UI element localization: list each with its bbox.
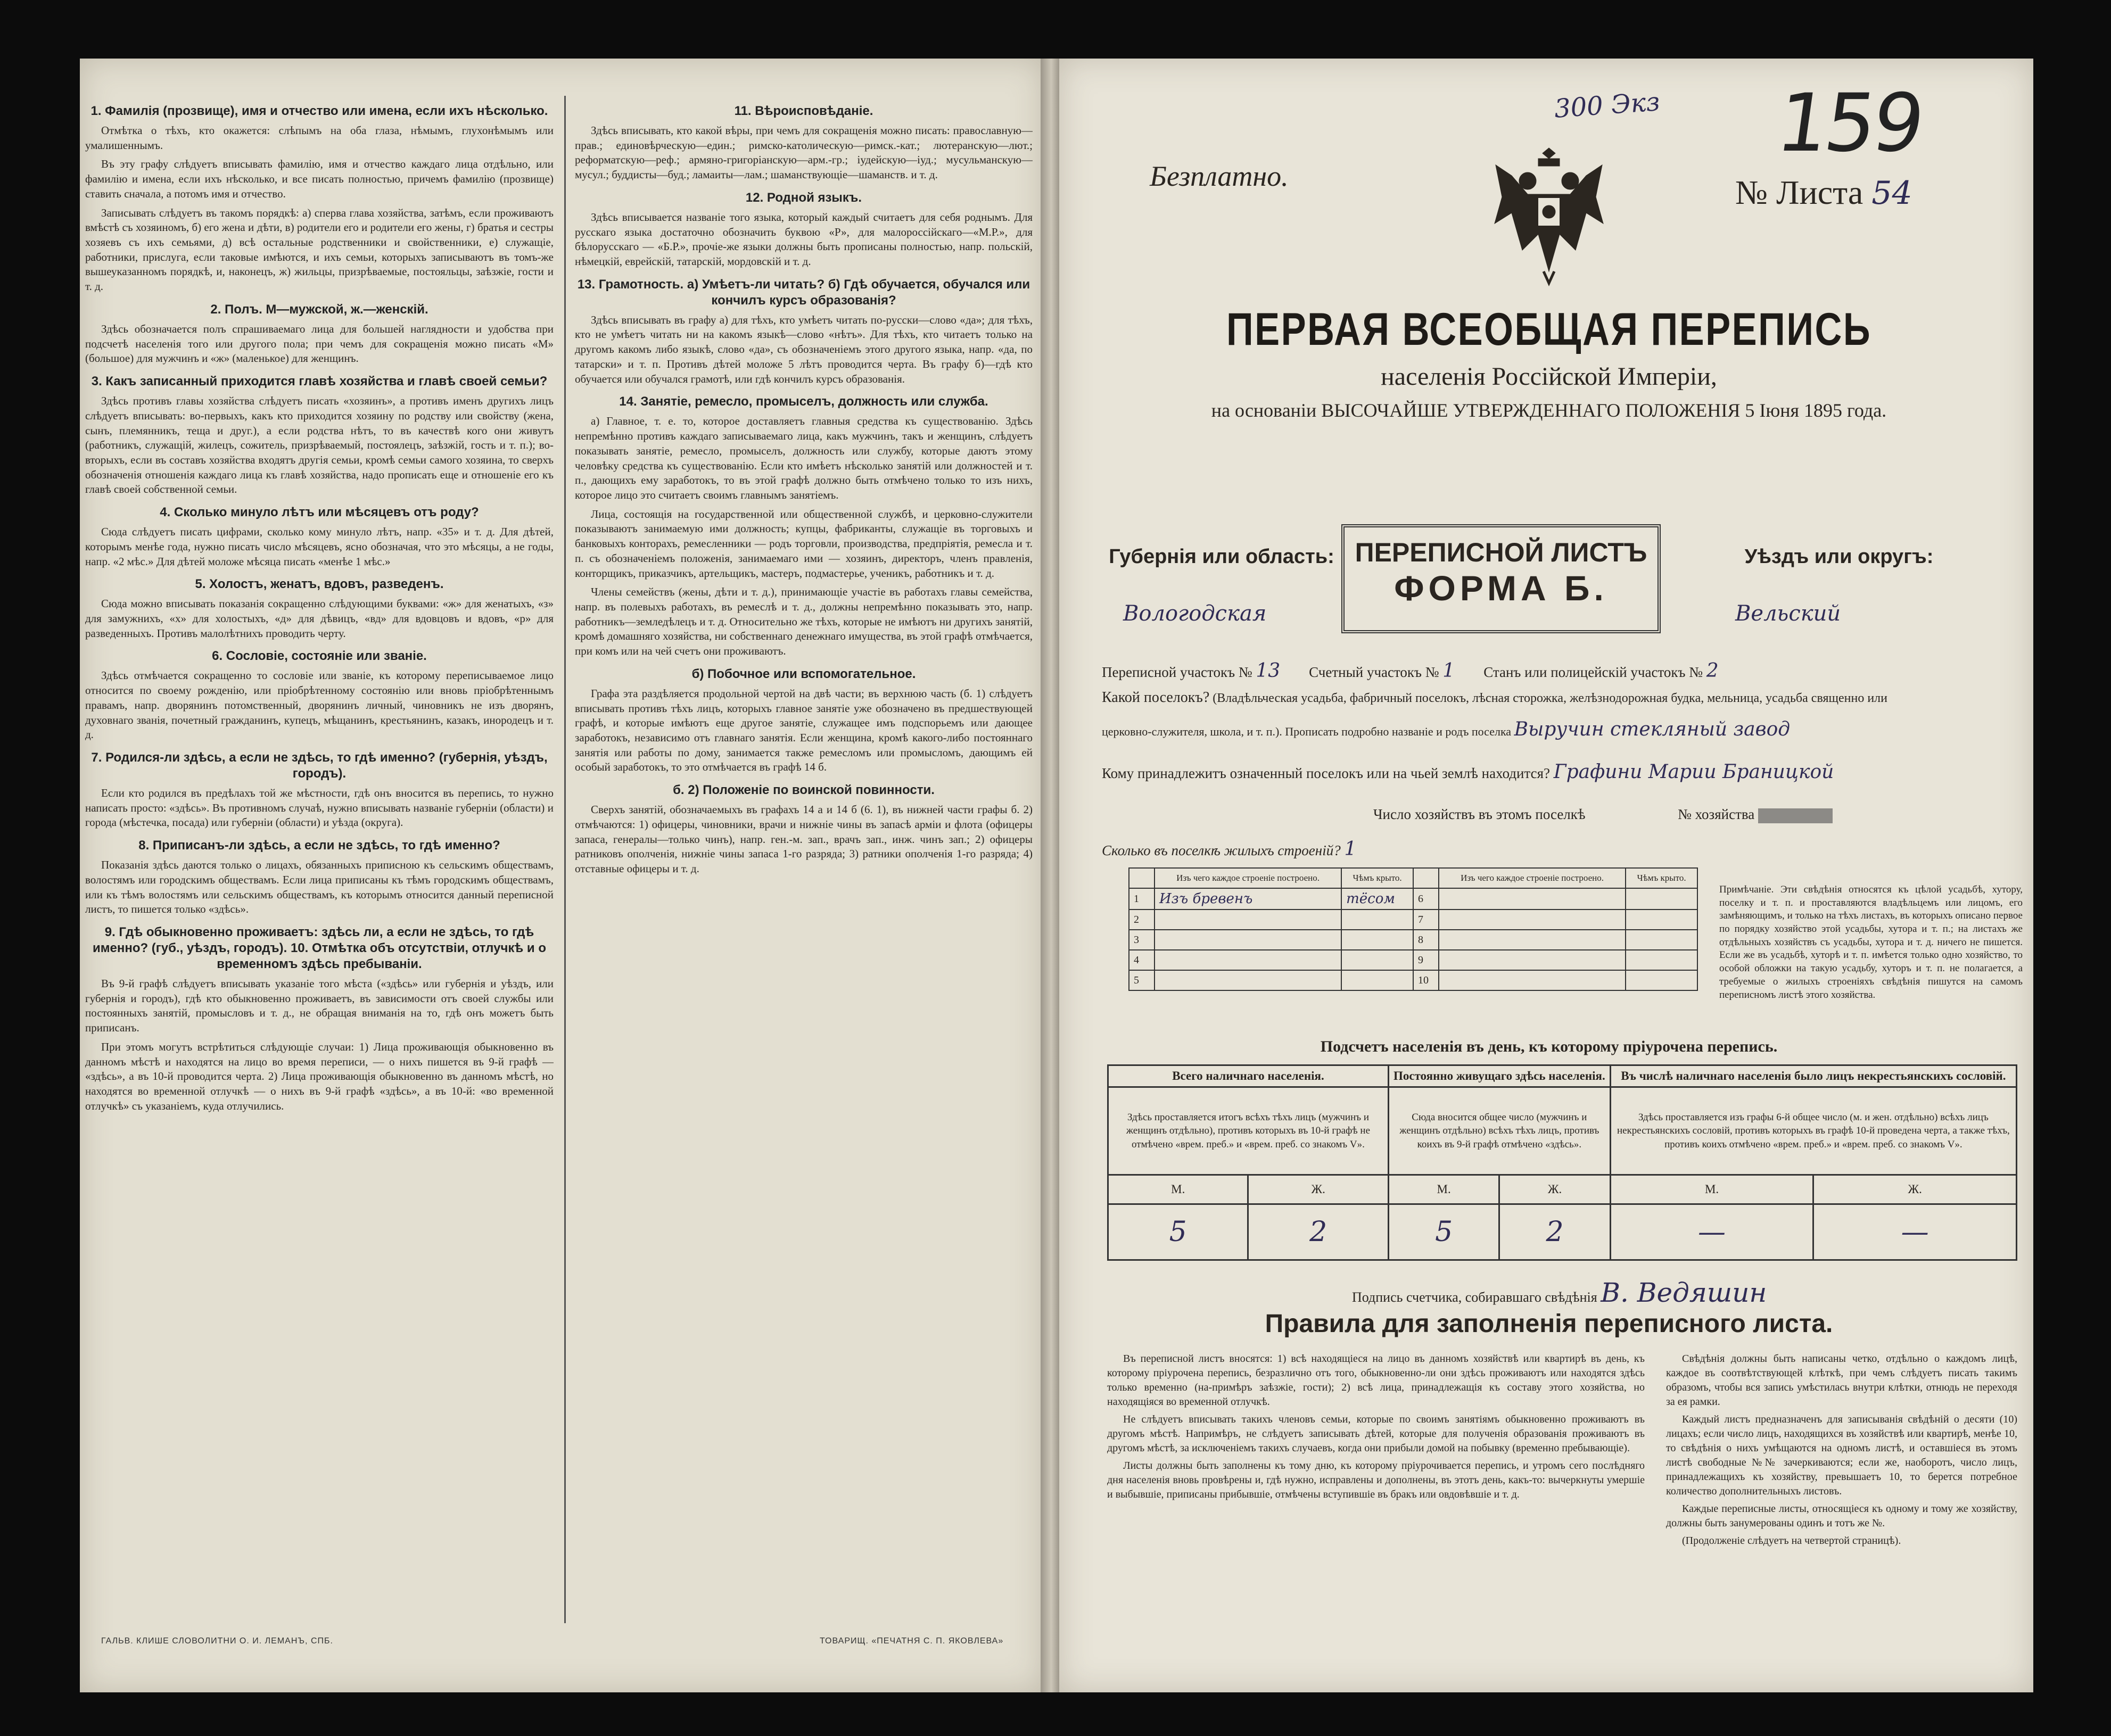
rule-paragraph: Каждый листъ предназначенъ для записыванія свѣдѣній о десяти (10) лицахъ; если число лицъ, находящихся въ хозяйствѣ или квартирѣ, менѣе 10, то свѣдѣнія о нихъ умѣщаются на одномъ листѣ, и оставшіеся въ этомъ листѣ свободные №№ зачеркиваются; если же, наоборотъ, число лицъ, принадлежащихъ къ хозяйству, превышаетъ 10, то берется потребное количество дополнительныхъ листовъ.: [1666, 1413, 2017, 1497]
instruction-heading: 13. Грамотность. а) Умѣетъ-ли читать? б) Гдѣ обучается, обучался или кончилъ курсъ образованія?: [577, 277, 1030, 308]
instruction-text: Здѣсь обозначается полъ спрашиваемаго лица для большей наглядности и удобства при подсчетѣ населенія того или другого пола; при чемъ для сокращенія можно писать «М» (большое) для мужчинъ и «ж» (маленькое) для женщинъ.: [85, 322, 554, 365]
building-material: [1439, 970, 1626, 990]
pop-total-female: 2: [1248, 1204, 1389, 1260]
rule-paragraph: Листы должны быть заполнены къ тому дню, къ которому пріурочивается перепись, и утромъ сего послѣдняго дня населенія вновь провѣрены и, гдѣ нужно, исправлены и дополнены, въ этотъ день, какъ-то: вычеркнуты умершіе и выбывшіе, приписаны прибывшіе, отмѣчены вступившіе въ бракъ или овдовѣвшіе и т. д.: [1107, 1460, 1645, 1500]
free-label: Безплатно.: [1150, 160, 1289, 192]
household-number-label: № хозяйства: [1678, 806, 1755, 822]
rule-paragraph: Въ переписной листъ вносятся: 1) всѣ находящіеся на лицо въ данномъ хозяйствѣ или квартирѣ въ день, къ которому пріурочена перепись, безразлично отъ того, обыкновенно-ли они здѣсь проживаютъ или находятся здѣсь только временно (на-примѣръ заѣзжіе, гости); 2) всѣ лица, принадлежащія къ составу этого хозяйства, но находящіяся во временной отлучкѣ.: [1107, 1353, 1645, 1408]
pop-male-header: М.: [1388, 1175, 1499, 1204]
settlement-value: Выручин стекляный завод: [1514, 718, 1791, 740]
sheet-number-value: 54: [1871, 175, 1912, 212]
signature-label: Подпись счетчика, собиравшаго свѣдѣнія: [1352, 1289, 1597, 1305]
province-label: Губернія или область:: [1109, 545, 1334, 568]
instruction-text: Отмѣтка о тѣхъ, кто окажется: слѣпымъ на оба глаза, нѣмымъ, глухонѣмымъ или умалишеннымъ.: [85, 124, 554, 152]
rules-title: Правила для заполненія переписного листа.: [1265, 1310, 1833, 1338]
instruction-heading: 4. Сколько минуло лѣтъ или мѣсяцевъ отъ роду?: [160, 505, 479, 520]
table-row: [1129, 930, 1697, 950]
buildings-col-material-2: Изъ чего каждое строеніе построено.: [1439, 868, 1626, 888]
pop-col-permanent: Постоянно живущаго здѣсь населенія.: [1388, 1065, 1610, 1087]
form-name: ФОРМА Б.: [1394, 568, 1608, 608]
building-material: [1439, 888, 1626, 910]
pop-col-total: Всего наличнаго населенія.: [1108, 1065, 1389, 1087]
households-label: Число хозяйствъ въ этомъ поселкѣ: [1373, 806, 1586, 822]
instruction-text: Здѣсь отмѣчается сокращенно то сословіе или званіе, къ которому переписываемое лицо относится по своему рожденію, или пріобрѣтенному состоянію или вновь пріобрѣтеннымъ правамъ, напр. дворянинъ потомственный, дворянинъ личный, чиновникъ не изъ дворянъ, духовнаго званія, почетный гражданинъ, купецъ, мѣщанинъ, крестьянинъ, казакъ, инородецъ и т. д.: [85, 669, 554, 741]
section-numbers-line: [1102, 660, 2017, 682]
building-material: [1155, 910, 1341, 930]
pop-desc-permanent: Сюда вносится общее число (мужчинъ и женщинъ отдѣльно) всѣхъ тѣхъ лицъ, противъ коихъ въ 9-й графѣ отмѣчено «здѣсь».: [1388, 1087, 1610, 1175]
pop-total-male: 5: [1108, 1204, 1248, 1260]
pop-col-non-peasant: Въ числѣ наличнаго населенія было лицъ некрестьянскихъ сословій.: [1610, 1065, 2016, 1087]
building-roof: [1341, 910, 1413, 930]
building-material: [1155, 970, 1341, 990]
province-value: Вологодская: [1123, 601, 1267, 626]
instruction-text: Сюда слѣдуетъ писать цифрами, сколько кому минуло лѣтъ, напр. «35» и т. д. Для дѣтей, которымъ менѣе года, нужно писать число мѣсяцевъ, ясно обозначая, что это мѣсяцы, а не годы, напр. «2 мѣс.» Для дѣтей моложе мѣсяца писать «менѣе 1 мѣс.»: [85, 525, 554, 568]
households-line: [1373, 806, 2012, 823]
census-subtitle: населенія Россійской Имперіи,: [1381, 362, 1717, 391]
instruction-heading: 8. Приписанъ-ли здѣсь, а если не здѣсь, то гдѣ именно?: [138, 838, 500, 853]
row-number: 7: [1413, 910, 1439, 930]
building-roof: [1626, 910, 1697, 930]
printer-imprint-right: ТОВАРИЩ. «ПЕЧАТНЯ С. П. ЯКОВЛЕВА»: [820, 1636, 1004, 1646]
signature-value: В. Ведяшин: [1601, 1277, 1767, 1308]
pop-female-header: Ж.: [1248, 1175, 1389, 1204]
instruction-text: Сюда можно вписывать показанія сокращенно слѣдующими буквами: «ж» для женатыхъ, «з» для замужнихъ, «х» для холостыхъ, «д» для дѣвицъ, «вд» для вдовцовъ и вдовъ, «р» для разведенныхъ. Противъ малолѣтнихъ проводить черту.: [85, 597, 554, 640]
population-heading: Подсчетъ населенія въ день, къ которому пріурочена перепись.: [1320, 1038, 1778, 1055]
instruction-text: Здѣсь вписывается названіе того языка, который каждый считаетъ для себя роднымъ. Для русскаго языка достаточно обозначить буквою «Р», для малороссійскаго—«М.Р.», для бѣлорусскаго — «Б.Р.», прочіе-же языки должны быть прописаны полностью, напр. польскій, нѣмецкій, еврейскій, татарскій, мордовскій и т. д.: [575, 210, 1033, 268]
instruction-text: Члены семействъ (жены, дѣти и т. д.), принимающіе участіе въ работахъ главы семейства, напр. въ полевыхъ работахъ, въ ремеслѣ и т. д., должны непремѣнно показывать это, напр. работникъ—земледѣлецъ и т. д. Относительно же тѣхъ, которые не имѣютъ ни другихъ занятій, кромѣ домашняго хозяйства, ни собственнаго денежнаго имущества, въ этой графѣ отмѣчается, при комъ или на чей счетъ они проживаютъ.: [575, 585, 1033, 658]
instruction-text: а) Главное, т. е. то, которое доставляетъ главныя средства къ существованію. Здѣсь непремѣнно противъ каждаго записываемаго лица, какъ мужчинъ, такъ и женщинъ, слѣдуетъ показывать занятіе, ремесло, промыселъ, должность или службу, которые даютъ этому человѣку средства къ существованію. Если кто имѣетъ нѣсколько занятій или должностей и т. п., дающихъ ему заработокъ, то въ этой графѣ должно быть отмѣчено только то изъ нихъ, которое лицо это считаетъ своимъ главнымъ занятіемъ.: [575, 415, 1033, 501]
buildings-label: Сколько въ поселкѣ жилыхъ строеній?: [1102, 842, 1341, 858]
building-roof: [1341, 950, 1413, 970]
pop-non-peasant-male: —: [1610, 1204, 1813, 1260]
row-number: 10: [1413, 970, 1439, 990]
pop-female-header: Ж.: [1813, 1175, 2017, 1204]
signature-line: [1352, 1277, 1767, 1308]
instruction-heading: 7. Родился-ли здѣсь, а если не здѣсь, то гдѣ именно? (губернія, уѣздъ, городъ).: [91, 750, 548, 781]
buildings-note: Примѣчаніе. Эти свѣдѣнія относятся къ цѣлой усадьбѣ, хутору, поселку и т. п. и проставляются владѣльцемъ или лицомъ, его замѣняющимъ, и только на тѣхъ листахъ, въ которыхъ описано первое по порядку хозяйство этой усадьбы, хутора и т. п.; на листахъ же отдѣльныхъ хозяйствъ съ усадьбы, хутора и т. д. ничего не пишется. Если же въ усадьбѣ, хуторѣ и т. п. имѣется только одно хозяйство, то особой обложки на такую усадьбу, хуторъ и т. п. не полагается, а требуемые о жилыхъ строеніяхъ свѣдѣнія пишутся на самомъ переписномъ листѣ этого хозяйства.: [1719, 884, 2023, 1001]
pop-male-header: М.: [1108, 1175, 1248, 1204]
district-value: Вельский: [1735, 601, 1841, 626]
building-material: Изъ бревенъ: [1155, 888, 1341, 910]
census-section-label: Переписной участокъ №: [1102, 664, 1252, 680]
pop-permanent-male: 5: [1388, 1204, 1499, 1260]
row-number: 5: [1129, 970, 1155, 990]
instruction-heading: 5. Холостъ, женатъ, вдовъ, разведенъ.: [195, 577, 444, 592]
building-material: [1439, 910, 1626, 930]
building-material: [1155, 950, 1341, 970]
census-title: ПЕРВАЯ ВСЕОБЩАЯ ПЕРЕПИСЬ: [1226, 304, 1872, 355]
table-row: [1129, 910, 1697, 930]
rule-paragraph: Каждые переписные листы, относящіеся къ одному и тому же хозяйству, должны быть занумерованы одинъ и тотъ же №.: [1666, 1503, 2017, 1529]
printer-imprint-left: ГАЛЬВ. КЛИШЕ СЛОВОЛИТНИ О. И. ЛЕМАНЪ, СПБ.: [101, 1636, 333, 1646]
double-headed-eagle-emblem-icon: [1490, 144, 1607, 287]
district-label: Уѣздъ или округъ:: [1744, 545, 1934, 568]
pop-permanent-female: 2: [1499, 1204, 1610, 1260]
instruction-text: Графа эта раздѣляется продольной чертой на двѣ части; въ верхнюю часть (б. 1) слѣдуетъ вписывать противъ тѣхъ лицъ, которыхъ главное занятіе уже обозначено въ предшествующей графѣ, и которые имѣютъ еще другое занятіе, служащее имъ подспорьемъ или дающее заработокъ, независимо отъ главнаго занятія. Если женщина, кромѣ какого-либо постояннаго занятія или работы по дому, занимается также ремесломъ или промысломъ, дающимъ ей особый заработокъ, то это отмѣчается въ графѣ 14 б.: [575, 687, 1033, 774]
rules-column-left: [1107, 1352, 1645, 1650]
rule-paragraph: Не слѣдуетъ вписывать такихъ членовъ семьи, которые по своимъ занятіямъ обыкновенно проживаютъ въ другомъ мѣстѣ. Напримѣръ, не слѣдуетъ записывать дѣтей, которые для полученія образованія проживаютъ въ другомъ мѣстѣ, за исключеніемъ такихъ случаевъ, когда они прибыли домой на побывку (временно пребывающіе).: [1107, 1413, 1645, 1454]
settlement-hint-2: церковно-служителя, школа, и т. п.). Прописать подробно названіе и родъ поселка: [1102, 725, 1512, 738]
instruction-text: При этомъ могутъ встрѣтиться слѣдующіе случаи: 1) Лица проживающія обыкновенно въ данномъ мѣстѣ и находятся на лицо во время переписи, — о нихъ пишется въ 9-й графѣ — «здѣсь», а въ 10-й проводится черта. 2) Лица проживающія обыкновенно въ данномъ мѣстѣ, но находятся во временной отлучкѣ — о нихъ въ 9-й графѣ «здѣсь», а въ 10-й: «во временной отлучкѣ» съ указаніемъ, куда отлучились.: [85, 1040, 554, 1112]
buildings-col-material: Изъ чего каждое строеніе построено.: [1155, 868, 1341, 888]
row-number: 8: [1413, 930, 1439, 950]
owner-line: [1102, 761, 2017, 783]
building-roof: тёсом: [1341, 888, 1413, 910]
column-divider: [564, 96, 566, 1623]
rule-paragraph: Свѣдѣнія должны быть написаны четко, отдѣльно о каждомъ лицѣ, каждое въ соотвѣтствующей клѣткѣ, при чемъ слѣдуетъ писать такимъ образомъ, чтобы вся запись умѣстилась внутри клѣтки, отнюдь не переходя за ея рамки.: [1666, 1353, 2017, 1408]
count-section-label: Счетный участокъ №: [1309, 664, 1439, 680]
instruction-text: Показанія здѣсь даются только о лицахъ, обязанныхъ приписною къ сельскимъ обществамъ, волостямъ или городскимъ обществамъ. Если лица приписаны къ тѣмъ городскимъ обществамъ, или къ тѣмъ волостямъ или сельскимъ обществамъ, къ которымъ относится данный переписной листъ, то пишется только «здѣсь».: [85, 858, 554, 916]
instruction-text: Здѣсь вписывать, кто какой вѣры, при чемъ для сокращенія можно писать: православную—прав.; единовѣрческую—един.; римско-католическую—римск.-кат.; лютеранскую—лют.; реформатскую—реф.; армяно-григоріанскую—арм.-гр.; іудейскую—іуд.; мусульманскую—мусул.; буддисты—буд.; ламаиты—лам.; шаманствующіе—шаманств. и т. д.: [575, 124, 1033, 181]
building-material: [1439, 930, 1626, 950]
pop-female-header: Ж.: [1499, 1175, 1610, 1204]
instruction-heading: 2. Полъ. М—мужской, ж.—женскій.: [210, 302, 428, 317]
owner-label: Кому принадлежитъ означенный поселокъ или на чьей землѣ находится?: [1102, 765, 1550, 781]
form-title: ПЕРЕПИСНОЙ ЛИСТЪ: [1355, 538, 1647, 567]
row-number: 9: [1413, 950, 1439, 970]
police-value: 2: [1706, 660, 1719, 682]
row-number: 6: [1413, 888, 1439, 910]
instruction-text: Если кто родился въ предѣлахъ той же мѣстности, гдѣ онъ вносится въ перепись, то нужно написать просто: «здѣсь». Въ противномъ случаѣ, нужно вписывать названіе губерніи (области) и города (мѣстечка, посада) или губерніи (области) и уѣзда (округа).: [85, 787, 554, 829]
building-roof: [1626, 930, 1697, 950]
instructions-middle-column: [575, 96, 1033, 1623]
census-basis: на основаніи ВЫСОЧАЙШЕ УТВЕРЖДЕННАГО ПОЛОЖЕНІЯ 5 Іюня 1895 года.: [1211, 400, 1887, 421]
row-number: 3: [1129, 930, 1155, 950]
population-table: [1107, 1064, 2017, 1261]
instructions-left-column: [85, 96, 554, 1623]
rule-paragraph: (Продолженіе слѣдуетъ на четвертой страницѣ).: [1682, 1535, 1901, 1547]
rules-column-right: [1666, 1352, 2017, 1650]
instruction-heading: 9. Гдѣ обыкновенно проживаетъ: здѣсь ли, а если не здѣсь, то гдѣ именно? (губ., уѣздъ, городъ). 10. Отмѣтка объ отсутствіи, отлучкѣ и о временномъ здѣсь пребываніи.: [92, 925, 547, 972]
instruction-text: Здѣсь противъ главы хозяйства слѣдуетъ писать «хозяинъ», а противъ именъ другихъ лицъ слѣдуетъ вписывать: во-первыхъ, какъ кто приходится хозяину по родству или свойству (жена, сынъ, племянникъ, теща и друг.), а если родства нѣтъ, то въ качествѣ кого они живутъ (работникъ, служащій, жилецъ, сожитель, призрѣваемый, постоялецъ, заѣзжій, гость и т. п.); во-вторыхъ, если въ составъ хозяйства входятъ другія семьи, кромѣ семьи самого хозяина, то сверхъ обозначенія отношенія каждаго лица къ главѣ хозяйства, надо прописать еще и отношеніе его къ главѣ своей собственной семьи.: [85, 394, 554, 496]
archive-note: 300 Экз: [1553, 87, 1661, 124]
sheet-number: [1735, 173, 1912, 212]
household-number-redacted: [1758, 808, 1833, 823]
police-label: Станъ или полицейскій участокъ №: [1483, 664, 1703, 680]
instruction-heading: 14. Занятіе, ремесло, промыселъ, должность или служба.: [619, 394, 988, 409]
table-row: [1129, 950, 1697, 970]
instruction-heading: 11. Вѣроисповѣданіе.: [734, 104, 873, 118]
settlement-line-2: [1102, 718, 2017, 740]
building-roof: [1626, 888, 1697, 910]
building-roof: [1341, 930, 1413, 950]
archive-page-number: 159: [1771, 77, 1927, 170]
pop-non-peasant-female: —: [1813, 1204, 2017, 1260]
table-row: [1129, 970, 1697, 990]
pop-male-header: М.: [1610, 1175, 1813, 1204]
instruction-text: Сверхъ занятій, обозначаемыхъ въ графахъ 14 а и 14 б (6. 1), въ нижней части графы б. 2) отмѣчаются: 1) офицеры, чиновники, врачи и нижніе чины въ запасѣ армiи и флота (офицеры запаса, генералы—только чинъ), напр. ген.-м. зап., врачъ зап., инж. чинъ зап.; 2) офицеры ратниковъ ополченія, нижніе чины запаса 1-го разряда; 3) ратники ополченія 1-го разряда; 4) отставные офицеры и т. д.: [575, 803, 1033, 875]
instruction-heading: 1. Фамилія (прозвище), имя и отчество или имена, если ихъ нѣсколько.: [90, 104, 548, 118]
instruction-heading: б) Побочное или вспомогательное.: [691, 666, 916, 681]
settlement-label: Какой поселокъ?: [1102, 689, 1210, 706]
row-number: 4: [1129, 950, 1155, 970]
instruction-heading: б. 2) Положеніе по воинской повинности.: [673, 783, 935, 798]
instruction-heading: 12. Родной языкъ.: [745, 190, 862, 205]
instruction-heading: 3. Какъ записанный приходится главѣ хозяйства и главѣ своей семьи?: [91, 374, 548, 389]
building-roof: [1626, 970, 1697, 990]
instruction-text: Въ эту графу слѣдуетъ вписывать фамилію, имя и отчество каждаго лица отдѣльно, или фамилію и имена, если ихъ нѣсколько, и все писать полностью, причемъ фамилію (прозвище) ставить сначала, а потомъ имя и отчество.: [85, 158, 554, 200]
count-section-value: 1: [1442, 660, 1455, 682]
row-number: 1: [1129, 888, 1155, 910]
form-title-box: [1341, 524, 1661, 633]
table-row: [1129, 888, 1697, 910]
instruction-text: Въ 9-й графѣ слѣдуетъ вписывать указаніе того мѣста («здѣсь» или губернія и уѣздъ, или губернія и городъ), гдѣ кто обыкновенно проживаетъ, въ зависимости отъ своей службы или постоянныхъ занятій, промысловъ и т. д., не обращая вниманія на то, гдѣ онъ можетъ быть приписанъ.: [85, 977, 554, 1035]
row-number: 2: [1129, 910, 1155, 930]
census-section-value: 13: [1256, 660, 1281, 682]
buildings-value: 1: [1344, 838, 1357, 860]
instruction-text: Здѣсь вписывать въ графу а) для тѣхъ, кто умѣетъ читать по-русски—слово «да»; для тѣхъ, кто не умѣетъ читать ни на какомъ языкѣ—слово «нѣтъ». Для тѣхъ, кто читаетъ только на другомъ какомъ либо языкѣ, слово «да», съ обозначеніемъ этого другого языка, напр. «да, по татарски» и т. п. Противъ дѣтей моложе 5 лѣтъ проводится черта. Въ графу б)—гдѣ кто обучается или обучался грамотѣ, или гдѣ кончилъ курсъ образованія.: [575, 313, 1033, 385]
building-material: [1439, 950, 1626, 970]
buildings-line: [1102, 838, 2017, 860]
settlement-hint: (Владѣльческая усадьба, фабричный поселокъ, лѣсная сторожка, желѣзнодорожная будка, мельница, усадьба священно или: [1213, 691, 1887, 705]
settlement-line: [1102, 689, 2017, 706]
owner-value: Графини Марии Браницкой: [1553, 761, 1834, 783]
buildings-col-roof: Чѣмъ крыто.: [1341, 868, 1413, 888]
building-roof: [1626, 950, 1697, 970]
pop-desc-total: Здѣсь проставляется итогъ всѣхъ тѣхъ лицъ (мужчинъ и женщинъ отдѣльно), противъ которыхъ въ 10-й графѣ не отмѣчено «врем. преб.» и «врем. преб. со знакомъ V».: [1108, 1087, 1389, 1175]
instruction-text: Записывать слѣдуетъ въ такомъ порядкѣ: а) сперва глава хозяйства, затѣмъ, если проживаютъ вмѣстѣ съ хозяиномъ, б) его жена и дѣти, в) родители его и родители его жены, г) братья и сестры хозяевъ съ ихъ семьями, д) всѣ остальные родственники и свойственники, е) служащіе, работники, прислуга, если таковые имѣются, и ихъ семьи, которыхъ записываютъ въ томъ-же вышеуказанномъ порядкѣ, и, наконецъ, ж) жильцы, призрѣваемые, постояльцы, заѣзжіе, гости и т. д.: [85, 206, 554, 293]
sheet-number-label: № Листа: [1735, 173, 1863, 211]
instruction-heading: 6. Сословіе, состояніе или званіе.: [212, 649, 427, 664]
building-roof: [1341, 970, 1413, 990]
book-spine: [1041, 59, 1062, 1692]
buildings-table: [1128, 867, 1698, 991]
pop-desc-non-peasant: Здѣсь проставляется изъ графы 6-й общее число (м. и жен. отдѣльно) всѣхъ лицъ некрестьянскихъ сословій, противъ которыхъ въ графѣ 10-й проведена черта, а также тѣхъ, противъ коихъ отмѣчено «врем. преб.» и «врем. преб. со знакомъ V».: [1610, 1087, 2016, 1175]
building-material: [1155, 930, 1341, 950]
buildings-col-roof-2: Чѣмъ крыто.: [1626, 868, 1697, 888]
instruction-text: Лица, состоящія на государственной или общественной службѣ, и церковно-служители показываютъ занимаемую ими должность; купцы, фабриканты, служащіе въ торговыхъ и банковыхъ конторахъ, ремесленники — родъ торговли, производства, предпріятія, ремесла и т. п. съ обозначеніемъ положенія, занимаемаго ими — хозяинъ, директоръ, членъ правленія, конторщикъ, приказчикъ, артельщикъ, мастеръ, подмастерье, ученикъ, работникъ и т. д.: [575, 507, 1033, 580]
